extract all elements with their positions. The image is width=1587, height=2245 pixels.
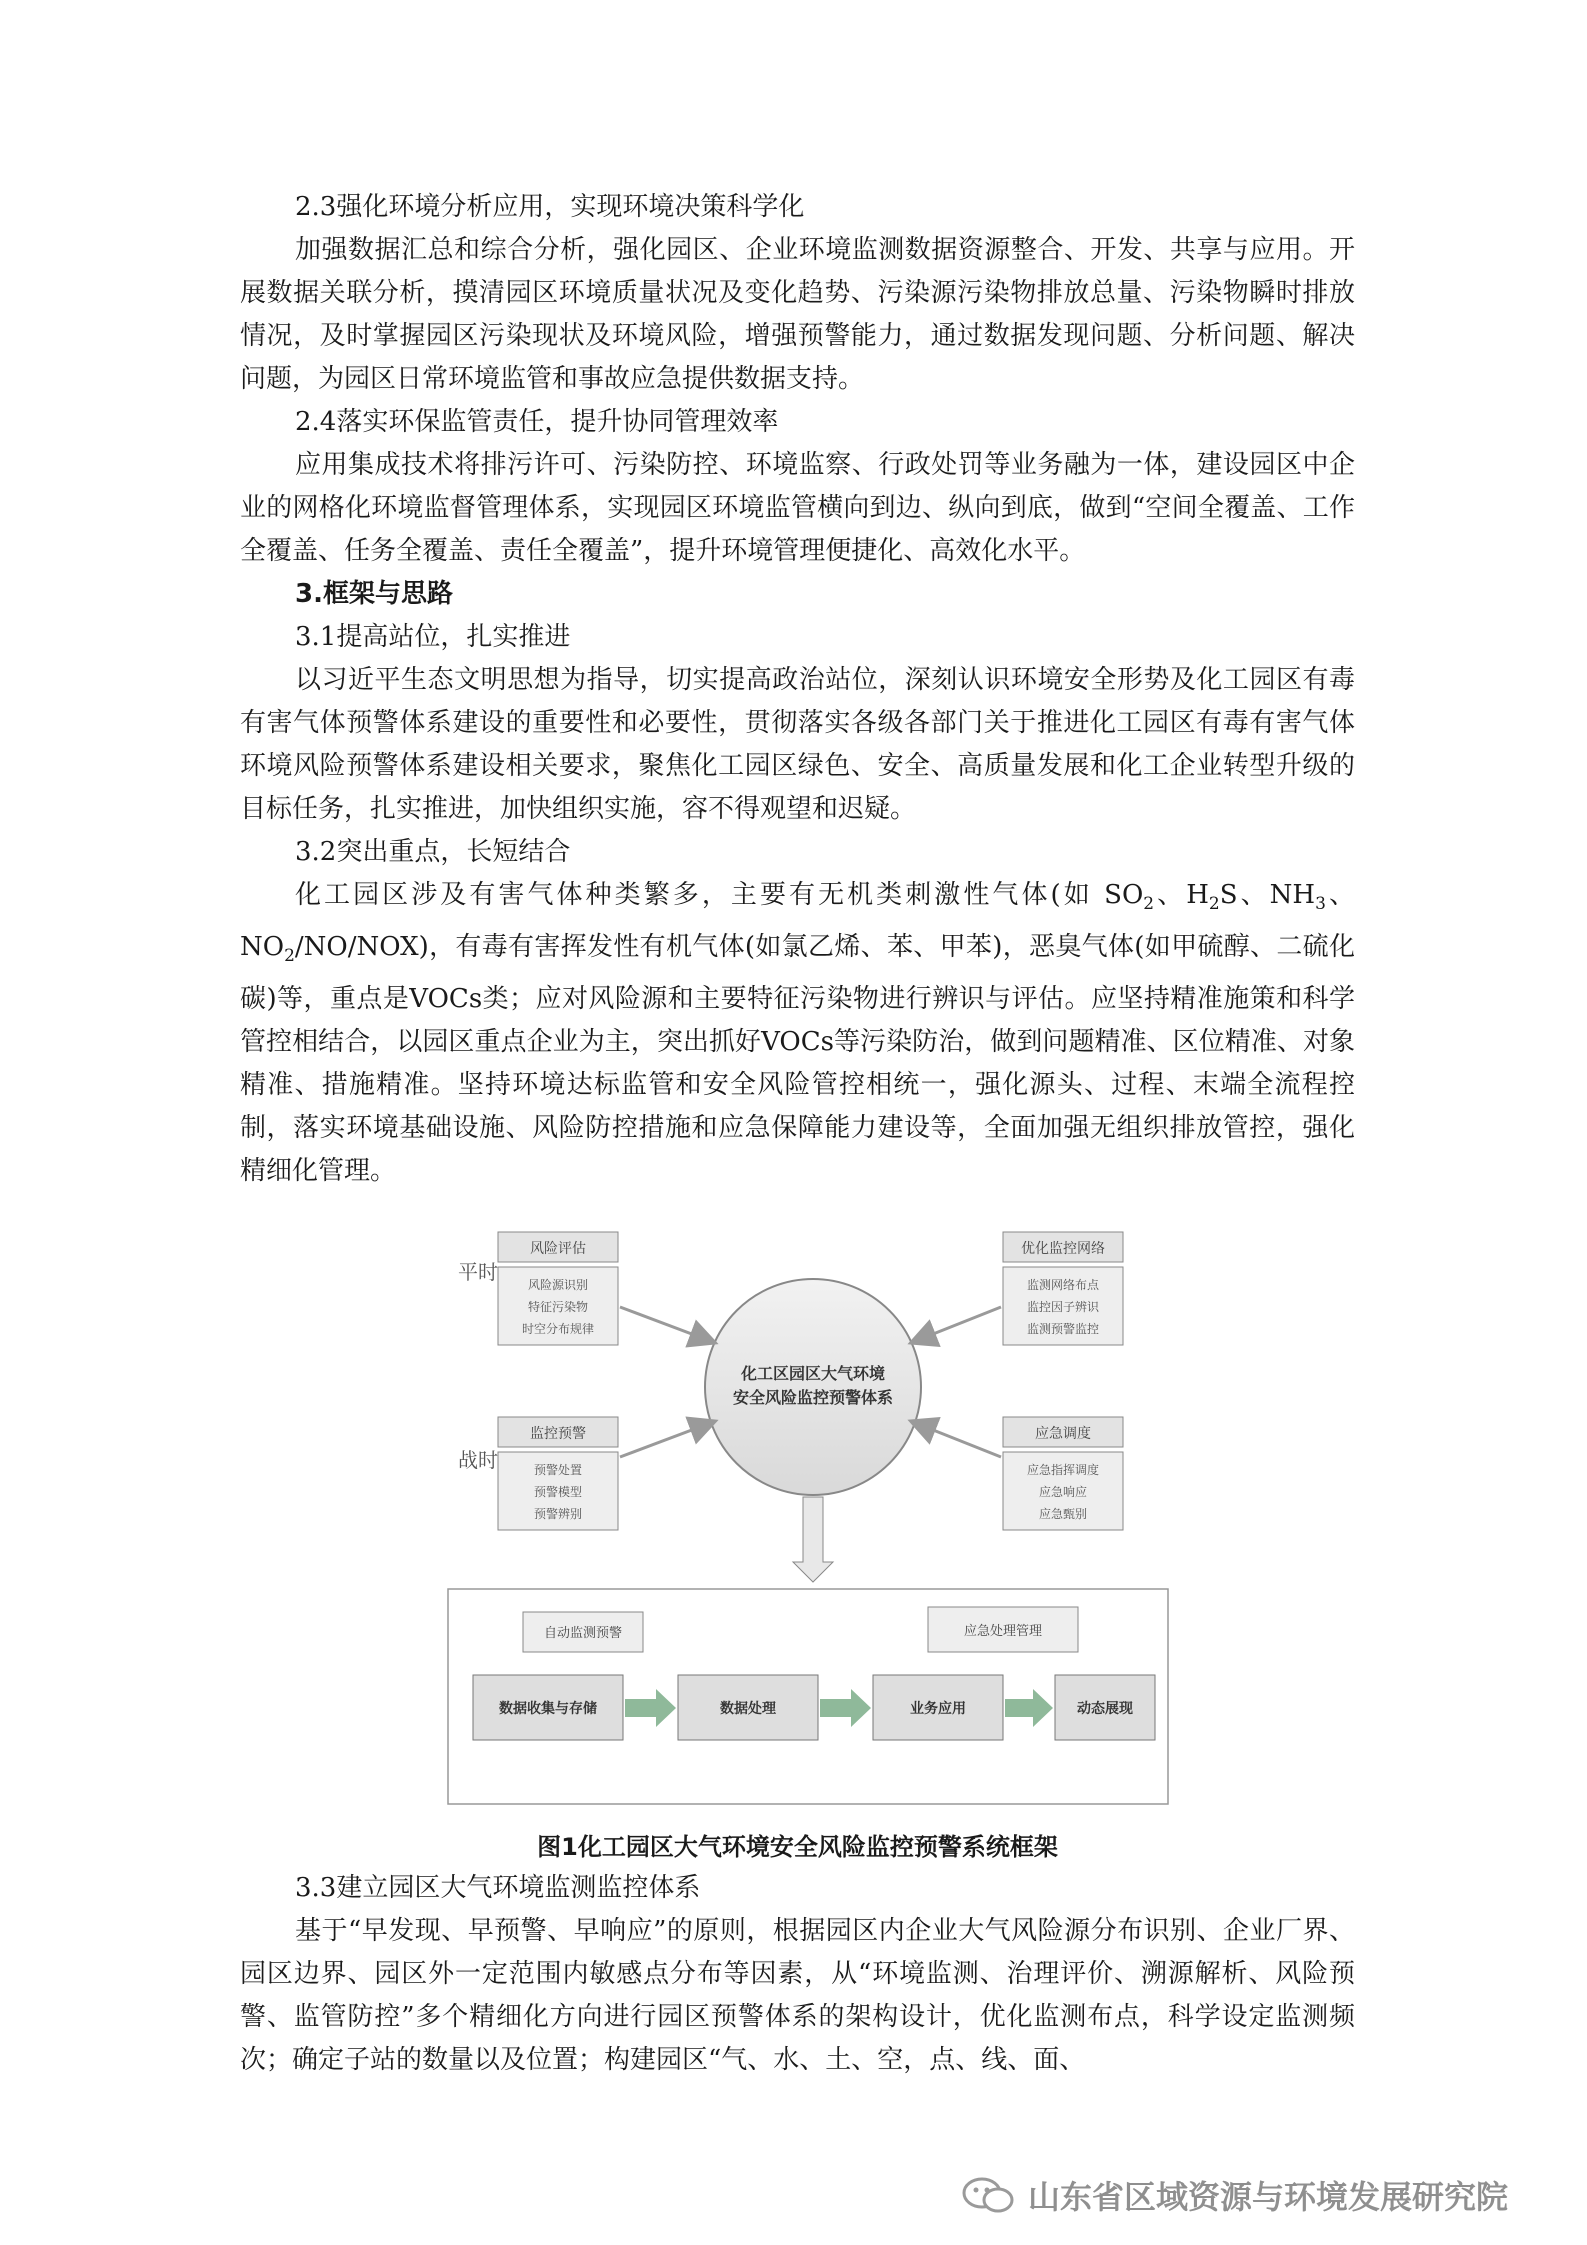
arrow [913, 1307, 1001, 1342]
heading-2-3: 2.3强化环境分析应用，实现环境决策科学化 [295, 192, 805, 222]
box-emergency-dispatch [1003, 1417, 1123, 1530]
paragraph-3-1: 以习近平生态文明思想为指导，切实提高政治站位，深刻认识环境安全形势及化工园区有毒有害气体预警体系建设的重要性和必要性，贯彻落实各级各部门关于推进化工园区有毒有害气体环境风险预警体系建设相关要求，聚焦化工园区绿色、安全、高质量发展和化工企业转型升级的目标任务，扎实推进，加快组织实施，容不得观望和迟疑。 [240, 665, 1355, 824]
box-warning-item: 预警处置 [533, 1463, 583, 1478]
flow-step-label: 业务应用 [910, 1701, 966, 1718]
box-network-title: 优化监控网络 [1021, 1241, 1105, 1258]
box-dispatch-title: 应急调度 [1035, 1426, 1091, 1443]
center-title-line2: 安全风险监控预警体系 [732, 1388, 894, 1408]
framework-diagram [428, 1217, 1188, 1817]
heading-3-1: 3.1提高站位，扎实推进 [295, 622, 571, 652]
figure-caption: 图1化工园区大气环境安全风险监控预警系统框架 [537, 1833, 1058, 1862]
center-circle [705, 1279, 921, 1495]
watermark [960, 2172, 1508, 2218]
text-run: 化工园区涉及有害气体种类繁多，主要有无机类刺激性气体(如 SO [295, 880, 1144, 910]
arrow [620, 1307, 713, 1342]
subscript: 2 [1143, 894, 1155, 915]
box-warning-title: 监控预警 [530, 1426, 586, 1443]
box-network-item: 监测网络布点 [1026, 1278, 1100, 1293]
text-run: S、NH [1219, 880, 1316, 910]
box-risk-item: 特征污染物 [527, 1300, 589, 1315]
heading-3: 3.框架与思路 [295, 579, 453, 609]
box-warning-item: 预警辨别 [533, 1507, 583, 1522]
box-warning-item: 预警模型 [533, 1485, 583, 1500]
subscript: 2 [1208, 894, 1220, 915]
box-auto-monitor-label: 自动监测预警 [543, 1626, 623, 1642]
arrow [913, 1422, 1001, 1457]
box-monitoring-network [1003, 1232, 1123, 1345]
box-dispatch-item: 应急响应 [1038, 1485, 1088, 1500]
heading-3-3: 3.3建立园区大气环境监测监控体系 [295, 1873, 701, 1904]
box-risk-item: 风险源识别 [527, 1278, 589, 1293]
paragraph-2-3: 加强数据汇总和综合分析，强化园区、企业环境监测数据资源整合、开发、共享与应用。开展数据关联分析，摸清园区环境质量状况及变化趋势、污染源污染物排放总量、污染物瞬时排放情况，及时掌握园区污染现状及环境风险，增强预警能力，通过数据发现问题、分析问题、解决问题，为园区日常环境监管和事故应急提供数据支持。 [240, 235, 1355, 394]
box-dispatch-item: 应急指挥调度 [1026, 1463, 1100, 1478]
box-risk-item: 时空分布规律 [521, 1322, 595, 1337]
heading-2-4: 2.4落实环保监管责任，提升协同管理效率 [295, 407, 779, 437]
flow-step-label: 数据处理 [720, 1701, 776, 1718]
box-emergency-mgmt-label: 应急处理管理 [963, 1624, 1043, 1640]
text-run: 、H [1154, 880, 1209, 910]
box-risk-title: 风险评估 [530, 1241, 586, 1258]
down-arrow [793, 1497, 833, 1582]
flow-step-label: 动态展现 [1077, 1701, 1133, 1718]
subscript: 3 [1315, 894, 1326, 915]
watermark-text: 山东省区域资源与环境发展研究院 [1028, 2178, 1509, 2216]
text-run: /NO/NOX)，有毒有害挥发性有机气体(如氯乙烯、苯、甲苯)，恶臭气体(如甲硫醇、二硫化碳)等，重点是VOCs类；应对风险源和主要特征污染物进行辨识与评估。应坚持精准施策和科学管控相结合，以园区重点企业为主，突出抓好VOCs等污染防治，做到问题精准、区位精准、对象精准、措施精准。坚持环境达标监管和安全风险管控相统一，强化源头、过程、末端全流程控制，落实环境基础设施、风险防控措施和应急保障能力建设等，全面加强无组织排放管控，强化精细化管理。 [240, 932, 1355, 1187]
label-zhan: 战时 [458, 1448, 498, 1473]
label-ping: 平时 [458, 1260, 498, 1285]
box-monitor-warning [498, 1417, 618, 1530]
box-dispatch-item: 应急甄别 [1038, 1507, 1088, 1522]
box-network-item: 监控因子辨识 [1026, 1300, 1100, 1315]
center-title-line1: 化工区园区大气环境 [740, 1364, 886, 1384]
heading-3-2: 3.2突出重点，长短结合 [295, 837, 571, 867]
box-network-item: 监测预警监控 [1026, 1322, 1100, 1337]
framework-figure [428, 1217, 1188, 1817]
box-risk-assessment [498, 1232, 618, 1345]
document-page [240, 186, 1355, 2082]
paragraph-3-3: 基于“早发现、早预警、早响应”的原则，根据园区内企业大气风险源分布识别、企业厂界、园区边界、园区外一定范围内敏感点分布等因素，从“环境监测、治理评价、溯源解析、风险预警、监管防控”多个精细化方向进行园区预警体系的架构设计，优化监测布点，科学设定监测频次；确定子站的数量以及位置；构建园区“气、水、土、空，点、线、面、 [240, 1916, 1355, 2076]
arrow [620, 1422, 713, 1457]
wechat-icon [960, 2175, 1016, 2215]
paragraph-3-2 [240, 874, 1355, 1193]
text-run: 、NO [240, 880, 1355, 963]
paragraph-2-4: 应用集成技术将排污许可、污染防控、环境监察、行政处罚等业务融为一体，建设园区中企业的网格化环境监督管理体系，实现园区环境监管横向到边、纵向到底，做到“空间全覆盖、工作全覆盖、任务全覆盖、责任全覆盖”，提升环境管理便捷化、高效化水平。 [240, 450, 1355, 566]
subscript: 2 [284, 946, 295, 967]
flow-step-label: 数据收集与存储 [499, 1701, 597, 1718]
